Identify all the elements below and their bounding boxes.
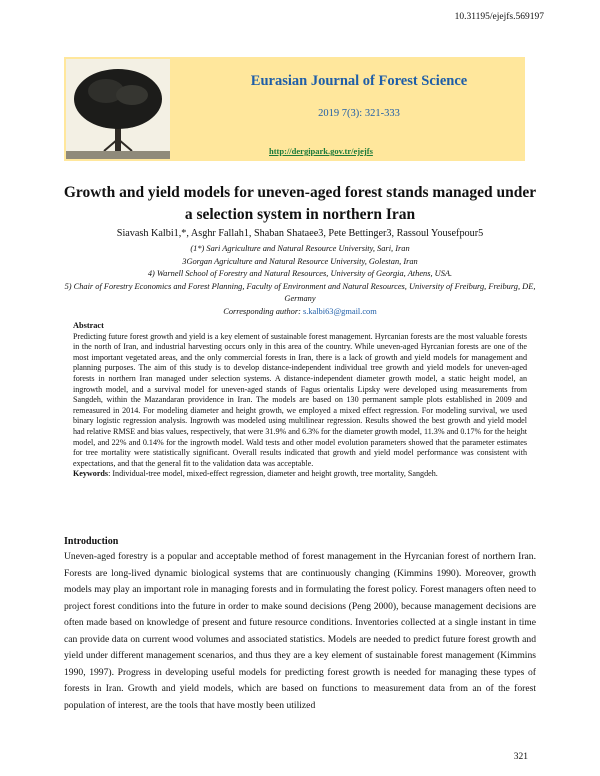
affiliations: [64, 243, 536, 318]
paper-title: Growth and yield models for uneven-aged forest stands managed under a selection system in northern Iran: [63, 184, 537, 223]
journal-link[interactable]: http://dergipark.gov.tr/ejejfs: [269, 146, 373, 156]
introduction-heading: Introduction: [64, 536, 119, 547]
corresponding-label: Corresponding author:: [223, 306, 301, 316]
journal-banner: [64, 57, 525, 161]
journal-title: Eurasian Journal of Forest Science: [250, 73, 468, 89]
introduction-text: Uneven-aged forestry is a popular and acceptable method of forest management in the Hyrcanian forest of northern Iran. Forests are long-lived dynamic biological systems that are continuously changing (Kimmins 1990). Moreover, growth models may play an important role in managing forests and in formulating the forest policy. Forest managers often need to project forest conditions into the future in order to make sound decisions (Peng 2000), because management decisions are often made based on knowledge of present and future resource conditions. Inventories collected at a single instant in time can provide data on current wood volumes and associated statistics. Models are needed to predict future forest growth and yield under different management scenarios, and thus they are a key element of sustainable forest management (Kimmins 1990, 1997). Progress in developing useful models for predicting forest growth is needed for managing these types of forests in Iran. Growth and yield models, which are based on functions to measurement data from an of the forest population of interest, are the tools that have mostly been utilized: [64, 551, 536, 711]
affiliation-4: 5) Chair of Forestry Economics and Forest Planning, Faculty of Environment and Natural Resources, University of Freiburg, Freiburg, DE, Germany: [64, 281, 536, 303]
keywords-line: [73, 469, 527, 480]
doi-text: 10.31195/ejejfs.569197: [454, 12, 544, 22]
affiliation-3: 4) Warnell School of Forestry and Natural Resources, University of Georgia, Athens, USA.: [147, 269, 453, 278]
keywords-label: Keywords: [73, 469, 109, 479]
abstract-heading: Abstract: [73, 321, 104, 330]
corresponding-email[interactable]: s.kalbi63@gmail.com: [302, 306, 377, 316]
page-number: 321: [513, 752, 528, 762]
authors-line: Siavash Kalbi1,*, Asghr Fallah1, Shaban Shataee3, Pete Bettinger3, Rassoul Yousefpour5: [116, 228, 484, 239]
abstract-section: [73, 321, 527, 480]
keywords-text: : Individual-tree model, mixed-effect regression, diameter and height growth, tree mortality, Sangdeh.: [108, 469, 438, 479]
corresponding-line: [64, 306, 536, 319]
affiliation-2: 3Gorgan Agriculture and Natural Resource University, Golestan, Iran: [182, 256, 418, 266]
journal-issue: 2019 7(3): 321-333: [318, 108, 400, 119]
introduction-section: [64, 535, 536, 714]
tree-logo: [66, 59, 170, 159]
affiliation-1: (1*) Sari Agriculture and Natural Resource University, Sari, Iran: [190, 244, 410, 253]
abstract-text: Predicting future forest growth and yield is a key element of sustainable forest management. Hyrcanian forests are the most valuable forests in the north of Iran, and industrial harvesting occurs only in this area of the country. While uneven-aged Hyrcanian forests are one of the most important vegetated areas, and the only commercial forests in Iran, there is a lack of growth and yield models for management and planning purposes. The aim of this study is to develop distance-independent individual tree growth and yield models for uneven-aged forests in northern Iran managed under selection systems. A distance-independent diameter growth model, a static height model, an ingrowth model, and a survival model for uneven-aged stands of Fagus orientalis Lipsky were developed using measurements from Sangdeh, within the Mazandaran providence in Iran. The models are based on 130 permanent sample plots established in 2009 and remeasured in 2014. For modeling diameter and height growth, we employed a mixed effect regression. For modeling survival, we used binary logistic regression analysis. Ingrowth was modeled using multilinear regression. Results showed the best growth and yield model had relative RMSE and bias values, respectively, that were 31.9% and 6.3% for the diameter growth model, 11.3% and 0.17% for the height model, and 22% and 0.14% for the ingrowth model. Wald tests and other model evolution parameters showed that the parameter estimates for tree mortality were statistically significant. Overall results indicated that growth and yield model performance was consistent with expectations, and that the general fit to the validation data was acceptable.: [73, 331, 527, 468]
